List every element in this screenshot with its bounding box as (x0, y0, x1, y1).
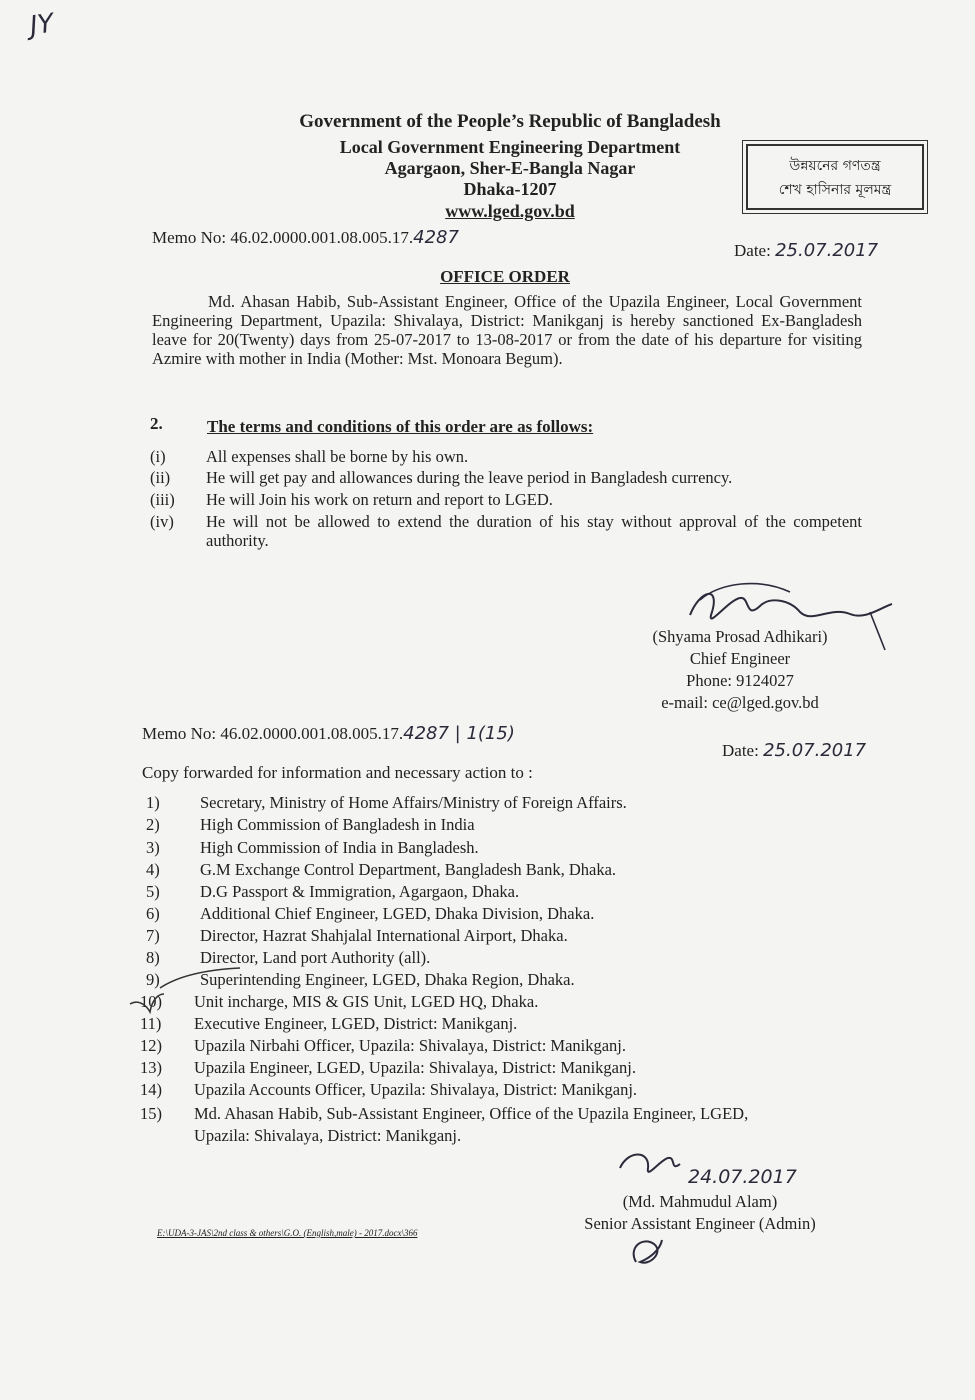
memo-handwritten-number: 4287 | 1(15) (403, 723, 515, 744)
copy-item-number: 1) (146, 793, 160, 812)
copy-item-number: 5) (146, 882, 160, 901)
date-label: Date: (722, 741, 759, 760)
condition-number: (iii) (150, 490, 175, 509)
signatory-name: (Shyama Prosad Adhikari) (652, 627, 828, 646)
copy-item-text: G.M Exchange Control Department, Bangladesh Bank, Dhaka. (200, 860, 617, 879)
date-label: Date: (734, 241, 771, 260)
copy-item-text: Secretary, Ministry of Home Affairs/Ministry of Foreign Affairs. (200, 793, 627, 812)
copy-item-number: 7) (146, 926, 160, 945)
signatory-phone: Phone: 9124027 (686, 671, 794, 690)
header-department: Local Government Engineering Department (339, 137, 681, 157)
section-title: The terms and conditions of this order are as follows: (207, 417, 594, 436)
copy-forward-intro: Copy forwarded for information and necessary action to : (142, 763, 533, 782)
memo-label: Memo No: 46.02.0000.001.08.005.17. (152, 228, 414, 247)
copy-item-text: Director, Land port Authority (all). (200, 948, 431, 967)
copy-item-text: Upazila Engineer, LGED, Upazila: Shivalaya, District: Manikganj. (194, 1058, 636, 1077)
signatory-designation: Senior Assistant Engineer (Admin) (584, 1214, 816, 1233)
office-order-title: OFFICE ORDER (440, 267, 570, 286)
footer-file-path: E:\UDA-3-JAS\2nd class & others\G.O. (English,male) - 2017.docx\366 (157, 1228, 418, 1238)
copy-item-text: High Commission of India in Bangladesh. (200, 838, 479, 857)
condition-text: He will Join his work on return and report to LGED. (206, 490, 553, 509)
copy-item-number: 15) (140, 1104, 162, 1123)
copy-item-number: 11) (140, 1014, 162, 1033)
order-paragraph: Md. Ahasan Habib, Sub-Assistant Engineer, Office of the Upazila Engineer, Local Government Engineering Department, Upazila: Shivalaya, District: Manikganj is hereby sanctioned Ex-Bangladesh leave for 20(Twenty) days from 25-07-2017 to 13-08-2017 or from the date of his departure for visiting Azmire with mother in India (Mother: Mst. Monoara Begum). (152, 292, 862, 368)
condition-number: (i) (150, 447, 166, 466)
copy-item-number: 10) (140, 992, 162, 1011)
copy-item-text: Executive Engineer, LGED, District: Manikganj. (194, 1014, 518, 1033)
handwritten-date: 25.07.2017 (775, 240, 879, 261)
copy-item-text: Unit incharge, MIS & GIS Unit, LGED HQ, Dhaka. (194, 992, 539, 1011)
signatory-email: e-mail: ce@lged.gov.bd (661, 693, 819, 712)
header-government: Government of the People’s Republic of Bangladesh (299, 111, 721, 132)
signatory-name: (Md. Mahmudul Alam) (622, 1192, 778, 1211)
copy-item-text: Upazila: Shivalaya, District: Manikganj. (194, 1126, 462, 1145)
header-city: Dhaka-1207 (463, 179, 557, 199)
copy-item-text: Additional Chief Engineer, LGED, Dhaka Division, Dhaka. (200, 904, 595, 923)
section-number: 2. (150, 414, 163, 433)
copy-item-number: 13) (140, 1058, 162, 1077)
copy-item-number: 3) (146, 838, 160, 857)
condition-text: All expenses shall be borne by his own. (206, 447, 469, 466)
header-address: Agargaon, Sher-E-Bangla Nagar (384, 158, 636, 178)
slogan-line-2: শেখ হাসিনার মূলমন্ত্র (778, 182, 892, 198)
copy-item-text: High Commission of Bangladesh in India (200, 815, 475, 834)
copy-item-text: Director, Hazrat Shahjalal International Airport, Dhaka. (200, 926, 568, 945)
copy-item-number: 6) (146, 904, 160, 923)
condition-text: He will get pay and allowances during the leave period in Bangladesh currency. (206, 468, 733, 487)
copy-item-text: Md. Ahasan Habib, Sub-Assistant Engineer, Office of the Upazila Engineer, LGED, (194, 1104, 749, 1123)
signatory-designation: Chief Engineer (689, 649, 791, 668)
copy-item-text: D.G Passport & Immigration, Agargaon, Dhaka. (200, 882, 520, 901)
copy-item-number: 9) (146, 970, 160, 989)
copy-item-text: Upazila Accounts Officer, Upazila: Shivalaya, District: Manikganj. (194, 1080, 638, 1099)
signatory-2-block (560, 1191, 840, 1235)
memo-label: Memo No: 46.02.0000.001.08.005.17. (142, 724, 404, 743)
slogan-line-1: উন্নয়নের গণতন্ত্র (789, 158, 881, 174)
condition-text: He will not be allowed to extend the duration of his stay without approval of the competent authority. (206, 512, 862, 550)
copy-item-number: 14) (140, 1080, 162, 1099)
signatory-2-handwritten-date: 24.07.2017 (688, 1166, 797, 1188)
memo-handwritten-number: 4287 (413, 227, 459, 248)
header-website: www.lged.gov.bd (445, 201, 575, 221)
copy-item-text: Upazila Nirbahi Officer, Upazila: Shivalaya, District: Manikganj. (194, 1036, 627, 1055)
copy-item-number: 8) (146, 948, 160, 967)
condition-number: (ii) (150, 468, 171, 487)
condition-number: (iv) (150, 512, 174, 531)
handwritten-date: 25.07.2017 (763, 740, 867, 761)
corner-handwritten-mark: JY (28, 8, 56, 42)
copy-item-text: Superintending Engineer, LGED, Dhaka Region, Dhaka. (200, 970, 575, 989)
copy-item-number: 2) (146, 815, 160, 834)
copy-item-number: 4) (146, 860, 160, 879)
copy-item-number: 12) (140, 1036, 162, 1055)
